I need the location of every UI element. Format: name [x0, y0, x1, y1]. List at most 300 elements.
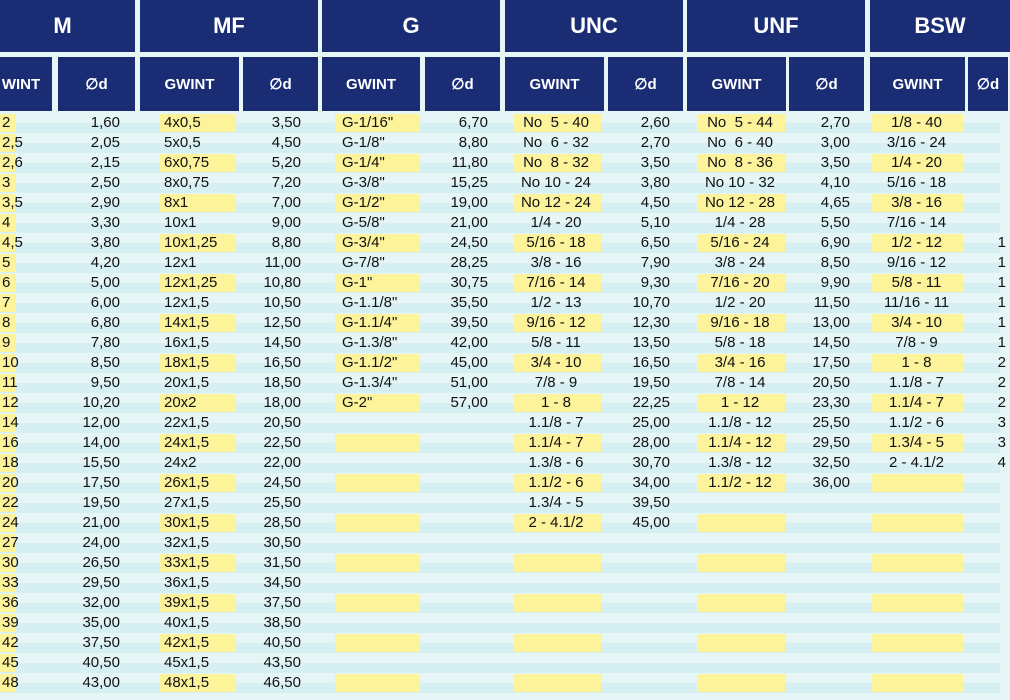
empty-highlight	[872, 674, 963, 692]
thread-size-cell: 2	[2, 114, 11, 131]
drill-diameter-cell: 1	[997, 254, 1006, 271]
drill-diameter-cell: 20,50	[263, 414, 301, 431]
drill-diameter-cell: 9,50	[90, 374, 120, 391]
thread-size-cell: 5/16 - 24	[710, 234, 770, 251]
thread-size-cell: 24	[2, 514, 19, 531]
thread-size-cell: 7/8 - 9	[534, 374, 578, 391]
empty-highlight	[514, 594, 601, 612]
drill-diameter-cell: 2	[997, 394, 1006, 411]
drill-diameter-cell: 18,50	[263, 374, 301, 391]
drill-diameter-cell: 35,50	[450, 294, 488, 311]
drill-diameter-cell: 16,50	[263, 354, 301, 371]
drill-diameter-cell: 10,80	[263, 274, 301, 291]
drill-diameter-cell: 37,50	[82, 634, 120, 651]
thread-size-cell: 9/16 - 18	[710, 314, 770, 331]
table-title-mf: MF	[140, 0, 318, 52]
drill-diameter-cell: 26,50	[82, 554, 120, 571]
thread-size-cell: 22x1,5	[164, 414, 210, 431]
thread-size-cell: 7/16 - 14	[886, 214, 947, 231]
row-stripe	[0, 223, 1000, 233]
drill-diameter-cell: 4,65	[820, 194, 850, 211]
thread-size-cell: 14x1,5	[164, 314, 210, 331]
thread-size-cell: 4,5	[2, 234, 23, 251]
thread-size-cell: 1 - 12	[720, 394, 760, 411]
drill-diameter-cell: 15,25	[450, 174, 488, 191]
row-stripe	[0, 663, 1000, 673]
drill-diameter-cell: 21,00	[82, 514, 120, 531]
thread-size-cell: 48x1,5	[164, 674, 210, 691]
drill-diameter-cell: 2,70	[640, 134, 670, 151]
thread-size-cell: 7/16 - 20	[710, 274, 770, 291]
drill-diameter-cell: 12,00	[82, 414, 120, 431]
thread-size-cell: 1/2 - 12	[891, 234, 942, 251]
drill-diameter-cell: 5,00	[90, 274, 120, 291]
table-title-m: M	[0, 0, 135, 52]
thread-size-cell: 6x0,75	[164, 154, 210, 171]
drill-diameter-cell: 29,50	[812, 434, 850, 451]
drill-diameter-cell: 2,70	[820, 114, 850, 131]
drill-diameter-cell: 40,50	[263, 634, 301, 651]
drill-diameter-cell: 28,25	[450, 254, 488, 271]
empty-highlight	[335, 594, 420, 612]
empty-highlight	[697, 634, 785, 652]
row-stripe	[0, 323, 1000, 333]
thread-size-cell: 10x1	[164, 214, 197, 231]
thread-size-cell: 2,6	[2, 154, 23, 171]
drill-diameter-cell: 36,00	[812, 474, 850, 491]
thread-size-cell: No 12 - 28	[704, 194, 776, 211]
thread-size-cell: 1.1/8 - 7	[888, 374, 945, 391]
thread-size-cell: 7	[2, 294, 11, 311]
thread-size-cell: 42x1,5	[164, 634, 210, 651]
drill-diameter-cell: 17,50	[82, 474, 120, 491]
drill-diameter-cell: 10,20	[82, 394, 120, 411]
drill-diameter-cell: 12,30	[632, 314, 670, 331]
drill-diameter-cell: 12,50	[263, 314, 301, 331]
row-stripe	[0, 263, 1000, 273]
thread-size-cell: 26x1,5	[164, 474, 210, 491]
thread-size-cell: 2 - 4.1/2	[888, 454, 945, 471]
gwint-column-header: GWINT	[687, 57, 786, 111]
drill-diameter-cell: 6,00	[90, 294, 120, 311]
drill-diameter-cell: 2,15	[90, 154, 120, 171]
drill-diameter-cell: 22,25	[632, 394, 670, 411]
thread-size-cell: 33	[2, 574, 19, 591]
drill-diameter-cell: 19,50	[632, 374, 670, 391]
drill-diameter-cell: 13,00	[812, 314, 850, 331]
thread-size-cell: 16	[2, 434, 19, 451]
gwint-column-header: GWINT	[505, 57, 604, 111]
empty-highlight	[697, 674, 785, 692]
thread-size-cell: 1/2 - 20	[714, 294, 766, 311]
thread-size-cell: 18	[2, 454, 19, 471]
drill-diameter-cell: 42,00	[450, 334, 488, 351]
thread-size-cell: 12x1	[164, 254, 197, 271]
thread-size-cell: G-5/8"	[342, 214, 385, 231]
thread-size-cell: 24x1,5	[164, 434, 210, 451]
drill-diameter-cell: 9,00	[271, 214, 301, 231]
diameter-column-header: ∅d	[608, 57, 683, 111]
drill-diameter-cell: 45,00	[450, 354, 488, 371]
drill-diameter-cell: 14,50	[812, 334, 850, 351]
drill-diameter-cell: 39,50	[450, 314, 488, 331]
drill-diameter-cell: 2,05	[90, 134, 120, 151]
drill-diameter-cell: 38,50	[263, 614, 301, 631]
empty-highlight	[872, 594, 963, 612]
empty-highlight	[872, 474, 963, 492]
thread-size-cell: 7/16 - 14	[526, 274, 586, 291]
drill-diameter-cell: 3,50	[640, 154, 670, 171]
thread-size-cell: No 8 - 36	[707, 154, 773, 171]
row-stripe	[0, 243, 1000, 253]
drill-diameter-cell: 1	[997, 314, 1006, 331]
drill-diameter-cell: 7,90	[640, 254, 670, 271]
drill-diameter-cell: 2	[997, 354, 1006, 371]
drill-diameter-cell: 8,50	[90, 354, 120, 371]
thread-size-cell: 14	[2, 414, 19, 431]
drill-diameter-cell: 3,80	[90, 234, 120, 251]
empty-highlight	[335, 474, 420, 492]
thread-size-cell: 1.3/4 - 5	[888, 434, 945, 451]
thread-size-cell: 2,5	[2, 134, 23, 151]
table-title-unc: UNC	[505, 0, 683, 52]
drill-diameter-cell: 3,50	[271, 114, 301, 131]
drill-diameter-cell: 31,50	[263, 554, 301, 571]
drill-diameter-cell: 6,90	[820, 234, 850, 251]
thread-size-cell: No 6 - 32	[523, 134, 589, 151]
row-stripe	[0, 643, 1000, 653]
drill-diameter-cell: 19,50	[82, 494, 120, 511]
row-stripe	[0, 423, 1000, 433]
thread-size-cell: G-1.1/2"	[342, 354, 398, 371]
row-stripe	[0, 363, 1000, 373]
thread-size-cell: 11/16 - 11	[883, 294, 950, 311]
thread-size-cell: 3/4 - 16	[714, 354, 766, 371]
thread-size-cell: 1.3/8 - 6	[528, 454, 584, 471]
diameter-column-header: ∅d	[968, 57, 1008, 111]
thread-size-cell: 8	[2, 314, 11, 331]
row-stripe	[0, 343, 1000, 353]
thread-size-cell: 5/8 - 18	[714, 334, 766, 351]
thread-size-cell: 45	[2, 654, 19, 671]
thread-size-cell: 3/4 - 10	[530, 354, 582, 371]
drill-diameter-cell: 17,50	[812, 354, 850, 371]
row-stripe	[0, 383, 1000, 393]
drill-diameter-cell: 5,20	[271, 154, 301, 171]
table-title-bsw: BSW	[870, 0, 1010, 52]
thread-size-cell: No 12 - 24	[520, 194, 592, 211]
drill-diameter-cell: 4	[997, 454, 1006, 471]
thread-size-cell: 9/16 - 12	[886, 254, 947, 271]
drill-diameter-cell: 34,50	[263, 574, 301, 591]
drill-diameter-cell: 28,00	[632, 434, 670, 451]
thread-size-cell: 5/8 - 11	[531, 334, 581, 351]
drill-diameter-cell: 25,50	[263, 494, 301, 511]
empty-highlight	[514, 674, 601, 692]
thread-size-cell: 40x1,5	[164, 614, 210, 631]
thread-size-cell: G-1.1/4"	[342, 314, 398, 331]
thread-size-cell: 16x1,5	[164, 334, 210, 351]
thread-size-cell: 48	[2, 674, 19, 691]
thread-size-cell: 7/8 - 14	[714, 374, 766, 391]
thread-size-cell: 1.1/8 - 7	[528, 414, 584, 431]
gwint-column-header: GWINT	[322, 57, 420, 111]
thread-size-cell: 10x1,25	[164, 234, 218, 251]
drill-diameter-cell: 8,80	[271, 234, 301, 251]
empty-highlight	[872, 634, 963, 652]
drill-diameter-cell: 28,50	[263, 514, 301, 531]
thread-size-cell: No 10 - 24	[520, 174, 592, 191]
thread-size-cell: 1.1/2 - 6	[528, 474, 584, 491]
thread-size-cell: 12x1,25	[164, 274, 218, 291]
drill-diameter-cell: 29,50	[82, 574, 120, 591]
drill-diameter-cell: 30,75	[450, 274, 488, 291]
drill-diameter-cell: 25,50	[812, 414, 850, 431]
drill-diameter-cell: 10,70	[632, 294, 670, 311]
drill-diameter-cell: 9,30	[640, 274, 670, 291]
thread-size-cell: 1 - 8	[901, 354, 932, 371]
gwint-column-header: GWINT	[140, 57, 239, 111]
gwint-column-header: WINT	[0, 57, 52, 111]
drill-diameter-cell: 30,50	[263, 534, 301, 551]
drill-diameter-cell: 3,30	[90, 214, 120, 231]
drill-diameter-cell: 39,50	[632, 494, 670, 511]
drill-diameter-cell: 16,50	[632, 354, 670, 371]
thread-size-cell: 39	[2, 614, 19, 631]
thread-size-cell: No 6 - 40	[707, 134, 773, 151]
thread-size-cell: 22	[2, 494, 19, 511]
drill-diameter-cell: 13,50	[632, 334, 670, 351]
thread-size-cell: 5/16 - 18	[886, 174, 947, 191]
row-stripe	[0, 303, 1000, 313]
empty-highlight	[335, 434, 420, 452]
drill-diameter-cell: 21,00	[450, 214, 488, 231]
thread-size-cell: G-2"	[342, 394, 373, 411]
drill-diameter-cell: 51,00	[450, 374, 488, 391]
drill-diameter-cell: 3	[997, 414, 1006, 431]
row-stripe	[0, 203, 1000, 213]
thread-size-cell: No 10 - 32	[704, 174, 776, 191]
drill-diameter-cell: 10,50	[263, 294, 301, 311]
drill-diameter-cell: 4,10	[820, 174, 850, 191]
thread-size-cell: 3/8 - 16	[891, 194, 942, 211]
drill-diameter-cell: 1	[997, 294, 1006, 311]
thread-size-cell: 4	[2, 214, 11, 231]
thread-size-cell: 1.1/4 - 12	[708, 434, 772, 451]
drill-diameter-cell: 1,60	[90, 114, 120, 131]
empty-highlight	[872, 514, 963, 532]
row-stripe	[0, 183, 1000, 193]
empty-highlight	[335, 634, 420, 652]
drill-diameter-cell: 34,00	[632, 474, 670, 491]
thread-size-cell: G-7/8"	[342, 254, 385, 271]
row-stripe	[0, 603, 1000, 613]
row-stripe	[0, 683, 1000, 693]
drill-diameter-cell: 46,50	[263, 674, 301, 691]
drill-diameter-cell: 24,00	[82, 534, 120, 551]
thread-size-cell: 12	[2, 394, 19, 411]
diameter-column-header: ∅d	[789, 57, 864, 111]
drill-diameter-cell: 4,50	[271, 134, 301, 151]
thread-size-cell: 4x0,5	[164, 114, 201, 131]
thread-size-cell: 6	[2, 274, 11, 291]
drill-diameter-cell: 37,50	[263, 594, 301, 611]
thread-size-cell: 2 - 4.1/2	[528, 514, 584, 531]
thread-size-cell: 9	[2, 334, 11, 351]
thread-size-cell: G-1/8"	[342, 134, 385, 151]
thread-size-cell: 20x2	[164, 394, 197, 411]
empty-highlight	[697, 594, 785, 612]
thread-size-cell: 24x2	[164, 454, 197, 471]
row-stripe	[0, 463, 1000, 473]
drill-diameter-cell: 19,00	[450, 194, 488, 211]
thread-size-cell: G-3/8"	[342, 174, 385, 191]
thread-size-cell: 1 - 8	[540, 394, 571, 411]
thread-size-cell: 20x1,5	[164, 374, 210, 391]
thread-size-cell: 1.3/4 - 5	[528, 494, 584, 511]
thread-size-cell: G-1.1/8"	[342, 294, 398, 311]
thread-size-cell: 42	[2, 634, 19, 651]
thread-size-cell: G-1"	[342, 274, 373, 291]
thread-size-cell: 1.1/4 - 7	[888, 394, 945, 411]
thread-size-cell: 27x1,5	[164, 494, 210, 511]
thread-size-cell: 8x0,75	[164, 174, 210, 191]
row-stripe	[0, 143, 1000, 153]
diameter-column-header: ∅d	[425, 57, 500, 111]
thread-size-cell: 36	[2, 594, 19, 611]
thread-size-cell: 3/8 - 24	[714, 254, 766, 271]
thread-size-cell: No 5 - 44	[707, 114, 773, 131]
drill-diameter-cell: 3,00	[820, 134, 850, 151]
drill-diameter-cell: 1	[997, 234, 1006, 251]
diameter-column-header: ∅d	[58, 57, 135, 111]
thread-size-cell: 18x1,5	[164, 354, 210, 371]
thread-size-cell: 5x0,5	[164, 134, 201, 151]
thread-size-cell: G-1/2"	[342, 194, 385, 211]
thread-size-cell: 3	[2, 174, 11, 191]
drill-diameter-cell: 9,90	[820, 274, 850, 291]
row-stripe	[0, 123, 1000, 133]
drill-diameter-cell: 22,00	[263, 454, 301, 471]
diameter-column-header: ∅d	[243, 57, 318, 111]
empty-highlight	[872, 554, 963, 572]
drill-diameter-cell: 5,10	[640, 214, 670, 231]
drill-diameter-cell: 1	[997, 274, 1006, 291]
drill-diameter-cell: 18,00	[263, 394, 301, 411]
drill-diameter-cell: 4,50	[640, 194, 670, 211]
drill-diameter-cell: 25,00	[632, 414, 670, 431]
thread-size-cell: 12x1,5	[164, 294, 210, 311]
thread-size-cell: 3/8 - 16	[530, 254, 582, 271]
thread-size-cell: 5/8 - 11	[891, 274, 942, 291]
gwint-column-header: GWINT	[870, 57, 965, 111]
thread-size-cell: G-1/4"	[342, 154, 385, 171]
thread-size-cell: 1.1/2 - 12	[708, 474, 772, 491]
empty-highlight	[335, 514, 420, 532]
thread-size-cell: 3,5	[2, 194, 23, 211]
thread-size-cell: 32x1,5	[164, 534, 210, 551]
thread-size-cell: 30x1,5	[164, 514, 210, 531]
drill-diameter-cell: 7,80	[90, 334, 120, 351]
thread-size-cell: No 5 - 40	[523, 114, 589, 131]
row-stripe	[0, 503, 1000, 513]
row-stripe	[0, 283, 1000, 293]
thread-size-cell: 3/4 - 10	[891, 314, 942, 331]
drill-diameter-cell: 2,60	[640, 114, 670, 131]
drill-diameter-cell: 2,90	[90, 194, 120, 211]
thread-size-cell: 8x1	[164, 194, 189, 211]
thread-size-cell: 1.1/8 - 12	[708, 414, 772, 431]
thread-size-cell: 3/16 - 24	[886, 134, 947, 151]
thread-size-cell: 20	[2, 474, 19, 491]
row-stripe	[0, 403, 1000, 413]
thread-size-cell: G-3/4"	[342, 234, 385, 251]
thread-size-cell: No 8 - 32	[523, 154, 589, 171]
thread-size-cell: 1/4 - 28	[714, 214, 766, 231]
drill-diameter-cell: 11,50	[813, 294, 850, 311]
table-title-g: G	[322, 0, 500, 52]
drill-diameter-cell: 7,20	[271, 174, 301, 191]
thread-size-cell: 27	[2, 534, 19, 551]
drill-diameter-cell: 22,50	[263, 434, 301, 451]
drill-diameter-cell: 43,00	[82, 674, 120, 691]
table-title-unf: UNF	[687, 0, 865, 52]
row-stripe	[0, 163, 1000, 173]
thread-size-cell: 1/2 - 13	[530, 294, 582, 311]
thread-size-cell: 33x1,5	[164, 554, 210, 571]
drill-diameter-cell: 32,50	[812, 454, 850, 471]
empty-highlight	[697, 514, 785, 532]
drill-diameter-cell: 8,80	[458, 134, 488, 151]
empty-highlight	[514, 634, 601, 652]
thread-size-cell: 1.1/4 - 7	[528, 434, 584, 451]
drill-diameter-cell: 24,50	[450, 234, 488, 251]
drill-diameter-cell: 3,80	[640, 174, 670, 191]
row-stripe	[0, 543, 1000, 553]
drill-diameter-cell: 43,50	[263, 654, 301, 671]
drill-diameter-cell: 11,80	[451, 154, 488, 171]
drill-diameter-cell: 1	[997, 334, 1006, 351]
drill-diameter-cell: 8,50	[820, 254, 850, 271]
drill-diameter-cell: 5,50	[820, 214, 850, 231]
row-stripe	[0, 483, 1000, 493]
row-stripe	[0, 563, 1000, 573]
thread-size-cell: 7/8 - 9	[895, 334, 938, 351]
row-stripe	[0, 623, 1000, 633]
drill-diameter-cell: 2	[997, 374, 1006, 391]
drill-diameter-cell: 45,00	[632, 514, 670, 531]
thread-size-cell: 10	[2, 354, 19, 371]
drill-diameter-cell: 23,30	[812, 394, 850, 411]
drill-diameter-cell: 57,00	[450, 394, 488, 411]
drill-diameter-cell: 6,70	[458, 114, 488, 131]
drill-diameter-cell: 40,50	[82, 654, 120, 671]
drill-diameter-cell: 14,50	[263, 334, 301, 351]
thread-size-cell: 30	[2, 554, 19, 571]
row-stripe	[0, 443, 1000, 453]
empty-highlight	[514, 554, 601, 572]
empty-highlight	[335, 554, 420, 572]
drill-diameter-cell: 2,50	[90, 174, 120, 191]
thread-size-cell: 1/4 - 20	[891, 154, 942, 171]
thread-size-cell: 1.1/2 - 6	[888, 414, 945, 431]
thread-size-cell: G-1.3/8"	[342, 334, 398, 351]
drill-diameter-cell: 32,00	[82, 594, 120, 611]
drill-diameter-cell: 6,50	[640, 234, 670, 251]
thread-size-cell: 39x1,5	[164, 594, 210, 611]
thread-size-cell: 9/16 - 12	[526, 314, 586, 331]
thread-size-cell: 1.3/8 - 12	[708, 454, 772, 471]
